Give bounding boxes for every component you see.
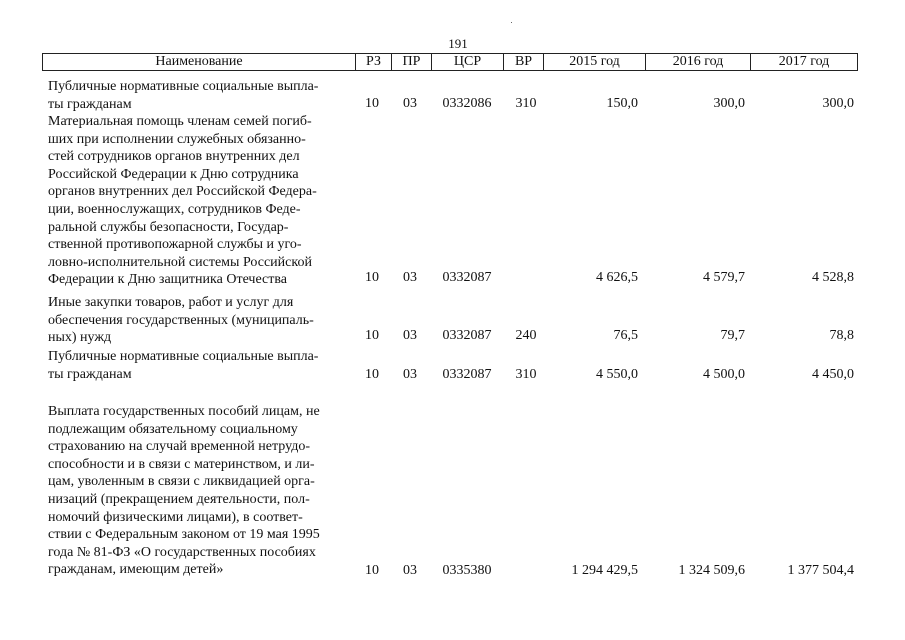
row-2016: 4 500,0: [703, 367, 745, 382]
row-rz: 10: [365, 96, 379, 111]
row-2017: 78,8: [829, 328, 854, 343]
row-csr: 0332086: [442, 96, 492, 111]
row-pr: 03: [403, 270, 417, 285]
header-2015: 2015 год: [543, 54, 645, 70]
header-2017: 2017 год: [750, 54, 857, 70]
header-csr: ЦСР: [431, 54, 503, 70]
row-pr: 03: [403, 328, 417, 343]
row-2015: 150,0: [606, 96, 638, 111]
row-vr: 310: [515, 96, 537, 111]
header-pr: ПР: [391, 54, 431, 70]
table-header: [42, 53, 858, 71]
row-2015: 4 626,5: [596, 270, 638, 285]
row-rz: 10: [365, 270, 379, 285]
row-pr: 03: [403, 96, 417, 111]
row-vr: 240: [515, 328, 537, 343]
row-rz: 10: [365, 563, 379, 578]
row-2016: 79,7: [720, 328, 745, 343]
row-2015: 76,5: [613, 328, 638, 343]
row-csr: 0332087: [442, 367, 492, 382]
header-vr: ВР: [503, 54, 543, 70]
header-name: Наименование: [155, 54, 243, 69]
row-pr: 03: [403, 563, 417, 578]
row-2017: 4 528,8: [812, 270, 854, 285]
row-2016: 300,0: [713, 96, 745, 111]
row-2016: 1 324 509,6: [678, 563, 745, 578]
row-2017: 4 450,0: [812, 367, 854, 382]
header-2016: 2016 год: [645, 54, 750, 70]
row-name: Иные закупки товаров, работ и услуг для обеспечения государственных (муниципаль- ных) нужд: [48, 295, 314, 346]
row-csr: 0335380: [442, 563, 492, 578]
row-pr: 03: [403, 367, 417, 382]
row-name: Выплата государственных пособий лицам, не подлежащим обязательному социальному страхованию на случай временной нетрудо- способности и в связи с материнством, и ли- цам, уволенным в связи с ликвидацией орга- низаций (прекращением деятельности, пол- номочий физическими лицами), в соответ- ствии с Федеральным законом от 19 мая 1995 года № 81-ФЗ «О государственных пособиях гражданам, имеющим детей»: [48, 404, 320, 578]
row-rz: 10: [365, 328, 379, 343]
row-name: Материальная помощь членам семей погиб- ших при исполнении служебных обязанно- стей сотрудников органов внутренних дел Российской Федерации к Дню сотрудника органов внутренних дел Российской Федера- ции, военнослужащих, сотрудников Феде- ральной службы безопасности, Государ- ственной противопожарной службы и уго- ловно-исполнительной системы Российской Федерации к Дню защитника Отечества: [48, 114, 317, 288]
row-2016: 4 579,7: [703, 270, 745, 285]
row-2015: 4 550,0: [596, 367, 638, 382]
scan-speck: [511, 22, 512, 23]
row-name: Публичные нормативные социальные выпла- ты гражданам: [48, 79, 319, 112]
row-2017: 300,0: [822, 96, 854, 111]
row-2015: 1 294 429,5: [571, 563, 638, 578]
row-name: Публичные нормативные социальные выпла- ты гражданам: [48, 349, 319, 382]
row-csr: 0332087: [442, 270, 492, 285]
page-number: 191: [448, 36, 468, 51]
header-rz: РЗ: [355, 54, 391, 70]
row-2017: 1 377 504,4: [787, 563, 854, 578]
row-rz: 10: [365, 367, 379, 382]
row-csr: 0332087: [442, 328, 492, 343]
row-vr: 310: [515, 367, 537, 382]
